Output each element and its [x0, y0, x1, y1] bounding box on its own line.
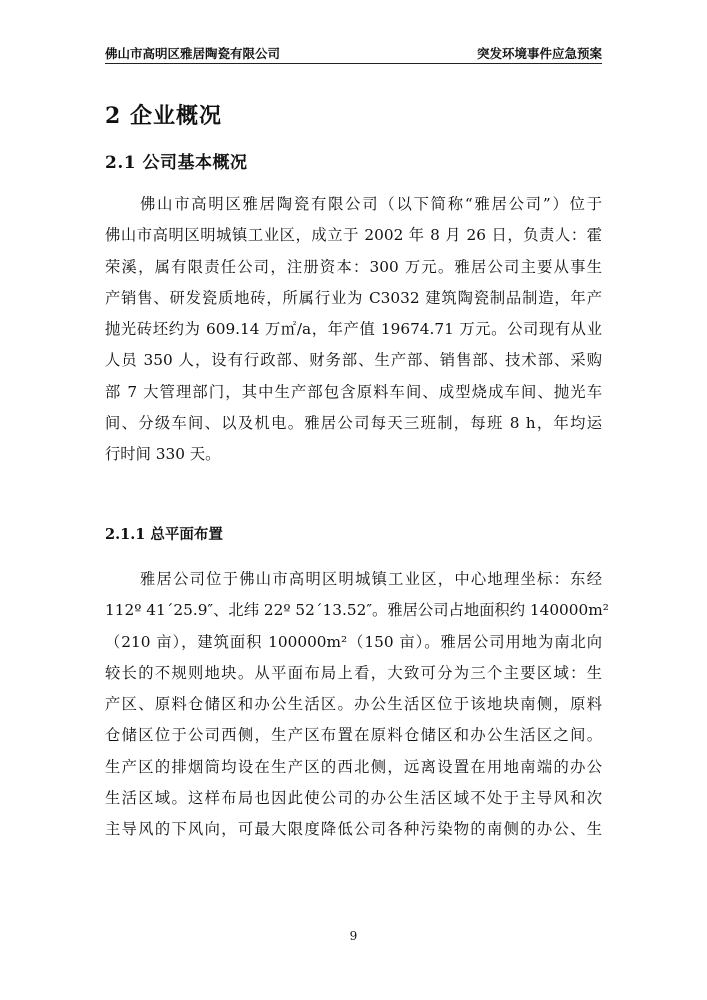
company-overview-paragraph — [105, 189, 602, 471]
text-line: 仓储区位于公司西侧，生产区布置在原料仓储区和办公生活区之间。 — [105, 726, 602, 745]
text-line: 产区、原料仓储区和办公生活区。办公生活区位于该地块南侧，原料 — [105, 695, 602, 714]
chapter-heading: 2 企业概况 — [105, 103, 222, 129]
text-line: 112º 41´25.9″、北纬 22º 52´13.52″。雅居公司占地面积约 140000m² — [105, 601, 609, 620]
text-line: 生产区的排烟筒均设在生产区的西北侧，远离设置在用地南端的办公 — [105, 757, 602, 776]
page-header — [105, 38, 602, 64]
text-line: 间、分级车间、以及机电。雅居公司每天三班制，每班 8 h，年均运 — [105, 414, 602, 433]
subsection-heading: 2.1.1 总平面布置 — [105, 526, 223, 543]
page-number: 9 — [349, 929, 358, 943]
text-line: 佛山市高明区明城镇工业区，成立于 2002 年 8 月 26 日，负责人：霍 — [105, 226, 602, 245]
text-line: 较长的不规则地块。从平面布局上看，大致可分为三个主要区域：生 — [105, 663, 602, 682]
text-line: 人员 350 人，设有行政部、财务部、生产部、销售部、技术部、采购 — [105, 351, 602, 370]
header-divider — [105, 63, 602, 64]
text-line: 产销售、研发瓷质地砖，所属行业为 C3032 建筑陶瓷制品制造，年产 — [105, 288, 602, 307]
text-line: 主导风的下风向，可最大限度降低公司各种污染物的南侧的办公、生 — [105, 820, 602, 839]
text-line: 行时间 330 天。 — [105, 445, 221, 464]
text-line: 佛山市高明区雅居陶瓷有限公司（以下简称“雅居公司”）位于 — [140, 195, 602, 213]
site-layout-paragraph — [105, 564, 609, 846]
text-line: 生活区域。这样布局也因此使公司的办公生活区域不处于主导风和次 — [105, 789, 602, 808]
text-line: 雅居公司位于佛山市高明区明城镇工业区，中心地理坐标：东经 — [140, 570, 602, 588]
header-document-title: 突发环境事件应急预案 — [476, 46, 602, 61]
text-line: 部 7 大管理部门，其中生产部包含原料车间、成型烧成车间、抛光车 — [105, 382, 602, 401]
text-line: （210 亩），建筑面积 100000m²（150 亩）。雅居公司用地为南北向 — [105, 632, 602, 651]
section-heading: 2.1 公司基本概况 — [105, 153, 248, 173]
header-company-name: 佛山市高明区雅居陶瓷有限公司 — [105, 46, 281, 61]
text-line: 荣溪，属有限责任公司，注册资本：300 万元。雅居公司主要从事生 — [105, 257, 602, 276]
text-line: 抛光砖坯约为 609.14 万㎡/a，年产值 19674.71 万元。公司现有从业 — [105, 320, 602, 339]
